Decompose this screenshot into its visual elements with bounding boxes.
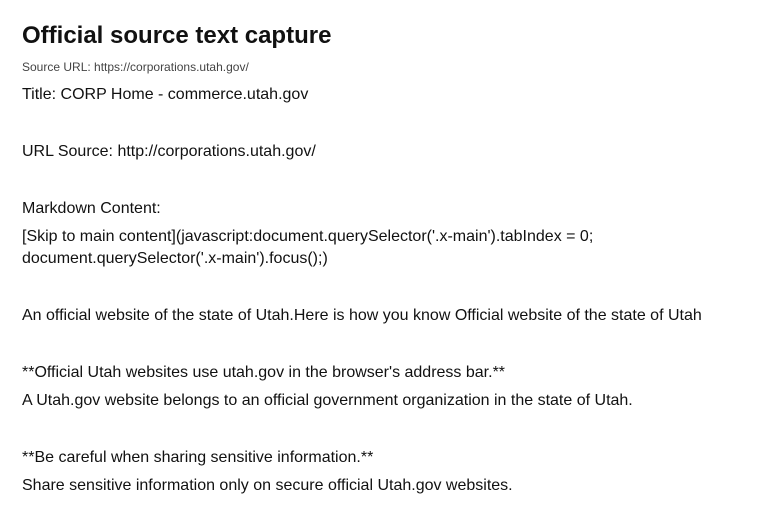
captured-content: [22, 84, 738, 497]
source-url: Source URL: https://corporations.utah.gov/: [22, 60, 249, 74]
skip-link-line-1: [Skip to main content](javascript:document.querySelector('.x-main').tabIndex = 0;: [22, 228, 594, 245]
official-use-heading: **Official Utah websites use utah.gov in the browser's address bar.**: [22, 364, 506, 381]
official-website-line: An official website of the state of Utah.Here is how you know Official website of the state of Utah: [22, 307, 702, 324]
title-line: Title: CORP Home - commerce.utah.gov: [22, 86, 309, 103]
url-source-line: URL Source: http://corporations.utah.gov/: [22, 143, 316, 160]
careful-heading: **Be careful when sharing sensitive information.**: [22, 449, 374, 466]
markdown-content-label: Markdown Content:: [22, 200, 161, 217]
official-use-text: A Utah.gov website belongs to an official government organization in the state of Utah.: [22, 392, 633, 409]
skip-link-line-2: document.querySelector('.x-main').focus();): [22, 250, 328, 267]
page-title: Official source text capture: [22, 22, 332, 49]
careful-text: Share sensitive information only on secure official Utah.gov websites.: [22, 477, 513, 494]
